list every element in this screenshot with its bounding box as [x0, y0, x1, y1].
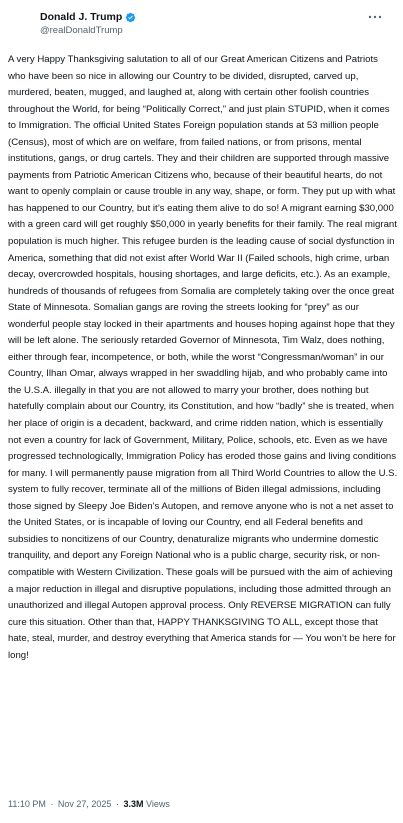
post-meta-row [8, 798, 170, 810]
author-display-name[interactable]: Donald J. Trump [40, 11, 123, 23]
author-name-row[interactable] [40, 11, 136, 24]
verified-badge-icon [125, 12, 136, 23]
more-horizontal-icon [368, 15, 382, 19]
author-handle[interactable]: @realDonaldTrump [40, 25, 123, 36]
post-date[interactable]: Nov 27, 2025 [57, 799, 112, 809]
views-label: Views [146, 799, 170, 809]
avatar[interactable] [8, 8, 36, 36]
meta-separator-2: · [115, 799, 119, 809]
post-header [0, 0, 403, 44]
post-time[interactable]: 11:10 PM [8, 799, 46, 809]
meta-separator: · [50, 799, 54, 809]
post-body-text: A very Happy Thanksgiving salutation to all of our Great American Citizens and Patriots who have been so nice in allowing our Country to be divided, disrupted, carved up, murdered, beaten, mugged, and laughed at, along with certain other foolish countries throughout the World, for being “Politically Correct,” and just plain STUPID, when it comes to Immigration. The official United States Foreign population stands at 53 million people (Census), most of which are on welfare, from failed nations, or from prisons, mental institutions, gangs, or drug cartels. They and their children are supported through massive payments from Patriotic American Citizens who, because of their beautiful hearts, do not want to openly complain or cause trouble in any way, shape, or form. They put up with what has happened to our Country, but it’s eating them alive to do so! A migrant earning $30,000 with a green card will get roughly $50,000 in yearly benefits for their family. The real migrant population is much higher. This refugee burden is the leading cause of social dysfunction in America, something that did not exist after World War II (Failed schools, high crime, urban decay, overcrowded hospitals, housing shortages, and large deficits, etc.). As an example, hundreds of thousands of refugees from Somalia are completely taking over the once great State of Minnesota. Somalian gangs are roving the streets looking for “prey” as our wonderful people stay locked in their apartments and houses hoping against hope that they will be left alone. The seriously retarded Governor of Minnesota, Tim Walz, does nothing, either through fear, incompetence, or both, while the worst “Congressman/woman” in our Country, Ilhan Omar, always wrapped in her swaddling hijab, and who probably came into the U.S.A. illegally in that you are not allowed to marry your brother, does nothing but hatefully complain about our Country, its Constitution, and how “badly” she is treated, when her place of origin is a decadent, backward, and crime ridden nation, which is essentially not even a country for lack of Government, Military, Police, schools, etc. Even as we have progressed technologically, Immigration Policy has eroded those gains and living conditions for many. I will permanently pause migration from all Third World Countries to allow the U.S. system to fully recover, terminate all of the millions of Biden illegal admissions, including those signed by Sleepy Joe Biden’s Autopen, and remove anyone who is not a net asset to the United States, or is incapable of loving our Country, end all Federal benefits and subsidies to noncitizens of our Country, denaturalize migrants who undermine domestic tranquility, and deport any Foreign National who is a public charge, security risk, or non-compatible with Western Civilization. These goals will be pursued with the aim of achieving a major reduction in illegal and disruptive populations, including those admitted through an unauthorized and illegal Autopen approval process. Only REVERSE MIGRATION can fully cure this situation. Other than that, HAPPY THANKSGIVING TO ALL, except those that hate, steal, murder, and destroy everything that America stands for — You won’t be here for long! [8, 54, 398, 661]
more-options-button[interactable] [366, 10, 384, 24]
views-count[interactable]: 3.3M [123, 799, 144, 809]
